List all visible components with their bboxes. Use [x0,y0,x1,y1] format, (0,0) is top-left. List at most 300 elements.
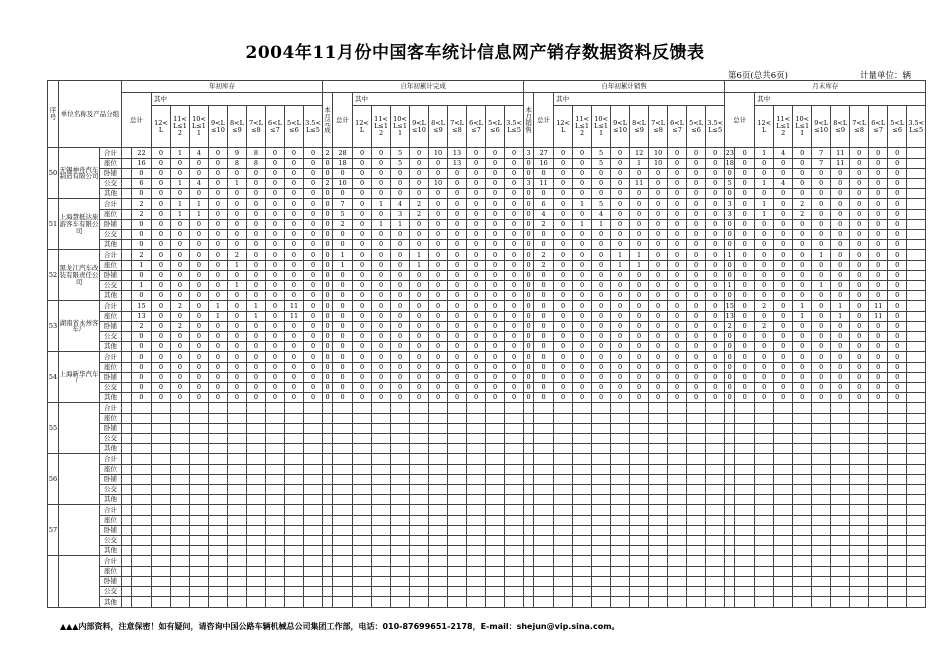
value-cell: 0 [505,260,524,270]
among-header: 其中 [353,93,524,105]
value-cell: 2 [410,199,429,209]
empty-cell [429,403,448,413]
company-name: 上海慧抵达旅游客车有限公司 [59,199,100,250]
value-cell: 0 [687,362,706,372]
length-range-header: 6<L≤7 [467,105,486,147]
empty-cell [725,444,735,454]
empty-cell [611,485,630,495]
value-cell: 0 [573,250,592,260]
empty-cell [353,423,372,433]
value-cell: 0 [247,362,266,372]
empty-cell [907,464,926,474]
table-row [48,178,926,188]
empty-cell [735,403,755,413]
empty-cell [831,485,850,495]
empty-cell [391,464,410,474]
value-cell: 0 [448,311,467,321]
empty-cell [611,495,630,505]
empty-cell [611,546,630,556]
value-cell: 0 [812,189,831,199]
value-cell: 0 [534,383,554,393]
value-cell: 0 [774,332,793,342]
lead-cell [122,301,132,311]
value-cell: 0 [524,189,534,199]
empty-cell [649,444,668,454]
value-cell: 0 [888,280,907,290]
empty-cell [448,587,467,597]
value-cell: 0 [333,362,353,372]
value-cell: 5 [333,209,353,219]
empty-cell [524,566,534,576]
empty-cell [391,515,410,525]
value-cell: 0 [448,178,467,188]
value-cell: 0 [429,250,448,260]
value-cell: 0 [209,372,228,382]
value-cell: 0 [391,168,410,178]
value-cell: 0 [266,332,285,342]
value-cell: 0 [429,168,448,178]
empty-cell [285,587,304,597]
empty-cell [706,495,725,505]
value-cell: 13 [725,311,734,320]
value-cell: 0 [687,383,706,393]
value-cell: 0 [850,301,869,311]
empty-cell [285,525,304,535]
empty-cell [505,474,524,484]
value-cell: 0 [353,270,372,280]
empty-cell [323,454,333,464]
empty-cell [735,515,755,525]
value-cell: 0 [793,219,812,229]
value-cell: 0 [190,301,209,311]
table-row [48,403,926,413]
empty-cell [171,525,190,535]
value-cell: 0 [668,270,687,280]
empty-cell [850,485,869,495]
value-cell: 0 [592,168,611,178]
value-cell: 0 [353,301,372,311]
value-cell: 0 [285,352,304,362]
row-type: 座位 [100,413,122,423]
length-range-header: 9<L≤10 [611,105,630,147]
value-cell: 0 [793,168,812,178]
lead-header: 本月销售 [524,93,534,148]
empty-cell [486,515,505,525]
empty-cell [122,444,132,454]
group-header: 月末库存 [725,81,926,93]
empty-cell [869,423,888,433]
empty-cell [448,556,467,566]
value-cell: 0 [285,291,304,301]
value-cell: 0 [171,240,190,250]
value-cell [907,250,926,260]
value-cell: 0 [888,229,907,239]
empty-cell [448,413,467,423]
empty-cell [907,536,926,546]
empty-cell [524,454,534,464]
empty-cell [888,423,907,433]
value-cell: 0 [524,321,534,331]
seq-header: 序号 [48,81,59,148]
value-cell: 0 [735,199,755,209]
value-cell: 0 [534,270,554,280]
empty-cell [725,566,735,576]
empty-cell [755,423,774,433]
value-cell: 0 [304,168,323,178]
empty-cell [725,434,735,444]
value-cell: 0 [755,260,774,270]
value-cell: 0 [649,229,668,239]
value-cell: 0 [304,342,323,352]
value-cell: 0 [706,250,725,260]
row-type: 其他 [100,597,122,608]
value-cell: 10 [429,148,448,158]
empty-cell [323,546,333,556]
value-cell [907,260,926,270]
empty-cell [391,485,410,495]
empty-cell [353,495,372,505]
value-cell: 0 [554,291,573,301]
empty-cell [554,576,573,586]
value-cell: 0 [429,219,448,229]
empty-cell [228,576,247,586]
value-cell: 0 [391,178,410,188]
empty-cell [372,444,391,454]
value-cell: 0 [831,199,850,209]
empty-cell [907,454,926,464]
empty-cell [132,525,152,535]
value-cell: 0 [554,352,573,362]
value-cell: 0 [410,240,429,250]
empty-cell [534,423,554,433]
value-cell: 2 [132,209,152,219]
value-cell: 0 [735,260,755,270]
value-cell: 0 [831,270,850,280]
empty-cell [505,597,524,608]
value-cell: 0 [171,383,190,393]
value-cell: 0 [304,158,323,168]
empty-cell [649,434,668,444]
value-cell: 0 [486,321,505,331]
among-header: 其中 [152,93,323,105]
value-cell: 0 [524,270,534,280]
empty-cell [573,474,592,484]
value-cell: 3 [725,199,735,209]
empty-cell [171,515,190,525]
value-cell: 0 [706,158,725,168]
value-cell: 0 [247,321,266,331]
empty-cell [592,403,611,413]
value-cell: 0 [706,260,725,270]
value-cell: 0 [755,229,774,239]
value-cell: 0 [850,332,869,342]
value-cell: 0 [266,199,285,209]
value-cell: 0 [323,311,333,321]
empty-cell [755,413,774,423]
length-range-header: 10<L≤11 [793,105,812,147]
total-header: 总计 [122,93,152,148]
value-cell: 0 [554,362,573,372]
empty-cell [323,525,333,535]
empty-cell [190,536,209,546]
empty-cell [304,525,323,535]
empty-cell [228,474,247,484]
value-cell: 0 [353,229,372,239]
empty-cell [668,536,687,546]
value-cell: 0 [152,352,171,362]
empty-cell [486,587,505,597]
empty-cell [486,566,505,576]
value-cell: 0 [554,332,573,342]
value-cell: 0 [486,260,505,270]
empty-cell [812,495,831,505]
value-cell: 0 [333,393,353,403]
value-cell: 0 [190,240,209,250]
value-cell: 0 [573,362,592,372]
empty-cell [573,576,592,586]
value-cell: 0 [304,352,323,362]
empty-cell [247,413,266,423]
value-cell: 0 [611,178,630,188]
empty-cell [888,597,907,608]
empty-cell [467,536,486,546]
empty-cell [850,454,869,464]
value-cell: 0 [812,291,831,301]
value-cell: 0 [524,291,534,301]
empty-cell [793,413,812,423]
header-row [48,93,926,105]
value-cell: 0 [630,342,649,352]
empty-cell [247,495,266,505]
empty-cell [467,464,486,474]
value-cell: 0 [448,209,467,219]
empty-cell [448,566,467,576]
value-cell: 0 [152,393,171,403]
length-range-header: 12<L [353,105,372,147]
value-cell: 0 [630,362,649,372]
value-cell: 0 [611,229,630,239]
empty-cell [907,556,926,566]
table-row [48,311,926,321]
value-cell: 0 [774,260,793,270]
value-cell: 0 [774,229,793,239]
value-cell: 0 [410,393,429,403]
header-row [48,81,926,93]
empty-cell [505,403,524,413]
value-cell: 4 [190,178,209,188]
empty-cell [171,505,190,515]
value-cell: 0 [372,342,391,352]
empty-cell [592,454,611,464]
value-cell [907,199,926,209]
value-cell: 3 [391,209,410,219]
empty-cell [649,505,668,515]
row-type: 合计 [100,199,122,209]
value-cell: 0 [247,199,266,209]
empty-cell [687,597,706,608]
empty-cell [725,576,735,586]
empty-cell [907,546,926,556]
value-cell: 0 [524,229,534,239]
empty-cell [907,587,926,597]
value-cell [907,321,926,331]
empty-cell [429,413,448,423]
value-cell: 0 [323,352,333,362]
empty-cell [755,505,774,515]
value-cell: 0 [505,270,524,280]
value-cell: 0 [668,199,687,209]
empty-cell [266,474,285,484]
value-cell: 0 [304,372,323,382]
value-cell: 0 [448,301,467,311]
length-range-header: 12<L [755,105,774,147]
empty-cell [486,444,505,454]
empty-cell [266,485,285,495]
value-cell: 0 [486,178,505,188]
table-row [48,423,926,433]
value-cell: 0 [152,219,171,229]
value-cell: 0 [888,342,907,352]
value-cell: 0 [524,209,534,219]
row-type: 卧铺 [100,525,122,535]
empty-cell [524,485,534,495]
empty-cell [649,423,668,433]
empty-cell [171,444,190,454]
empty-cell [353,546,372,556]
empty-cell [735,454,755,464]
empty-cell [353,403,372,413]
empty-cell [706,423,725,433]
empty-cell [812,536,831,546]
empty-cell [687,474,706,484]
value-cell: 0 [247,260,266,270]
value-cell: 0 [793,393,812,403]
value-cell: 0 [630,301,649,311]
value-cell: 0 [209,362,228,372]
value-cell: 0 [706,240,725,250]
empty-cell [907,485,926,495]
value-cell: 0 [467,270,486,280]
value-cell: 0 [448,250,467,260]
empty-cell [304,587,323,597]
row-seq: 53 [48,301,59,352]
row-seq: 54 [48,352,59,403]
value-cell: 1 [247,311,266,321]
value-cell: 0 [209,270,228,280]
value-cell: 0 [304,199,323,209]
value-cell: 0 [573,280,592,290]
value-cell: 0 [486,383,505,393]
empty-cell [793,474,812,484]
empty-cell [888,485,907,495]
value-cell: 0 [534,393,554,403]
empty-cell [122,566,132,576]
empty-cell [611,566,630,576]
empty-cell [907,597,926,608]
value-cell: 0 [735,332,755,342]
empty-cell [831,566,850,576]
value-cell: 0 [725,332,735,342]
empty-cell [190,474,209,484]
empty-cell [554,423,573,433]
empty-cell [333,546,353,556]
value-cell: 0 [554,229,573,239]
value-cell: 0 [247,229,266,239]
table-row [48,280,926,290]
value-cell: 0 [611,291,630,301]
length-range-header: 3.5<L≤5 [304,105,323,147]
empty-cell [850,413,869,423]
value-cell: 1 [209,311,228,321]
value-cell: 0 [228,219,247,229]
empty-cell [668,403,687,413]
value-cell: 0 [774,301,793,311]
value-cell: 0 [132,352,152,362]
empty-cell [228,556,247,566]
value-cell: 0 [304,270,323,280]
empty-cell [190,464,209,474]
value-cell: 0 [687,352,706,362]
value-cell: 0 [850,189,869,199]
empty-cell [592,525,611,535]
empty-cell [869,525,888,535]
empty-cell [630,495,649,505]
value-cell: 0 [247,372,266,382]
empty-cell [152,434,171,444]
value-cell: 0 [687,178,706,188]
value-cell: 0 [725,189,735,199]
value-cell: 0 [592,342,611,352]
value-cell: 0 [725,342,735,352]
value-cell: 0 [486,219,505,229]
value-cell: 0 [285,240,304,250]
value-cell [907,383,926,393]
empty-cell [228,403,247,413]
empty-cell [448,597,467,608]
empty-cell [228,413,247,423]
value-cell: 0 [649,168,668,178]
value-cell: 0 [467,250,486,260]
value-cell: 0 [831,229,850,239]
empty-cell [611,413,630,423]
value-cell: 0 [467,260,486,270]
value-cell [907,209,926,219]
value-cell: 6 [534,199,554,209]
value-cell: 0 [812,332,831,342]
table-row [48,474,926,484]
value-cell: 0 [812,372,831,382]
empty-cell [888,566,907,576]
value-cell: 23 [725,148,734,157]
value-cell: 0 [285,250,304,260]
value-cell: 0 [831,280,850,290]
empty-cell [755,536,774,546]
value-cell: 0 [285,321,304,331]
value-cell: 0 [190,229,209,239]
value-cell: 0 [228,209,247,219]
value-cell: 0 [285,199,304,209]
empty-cell [152,495,171,505]
value-cell: 0 [467,332,486,342]
value-cell: 0 [429,342,448,352]
empty-cell [649,485,668,495]
value-cell: 0 [171,332,190,342]
empty-cell [122,515,132,525]
empty-cell [592,505,611,515]
empty-cell [209,515,228,525]
value-cell: 0 [505,199,524,209]
value-cell: 5 [592,199,611,209]
